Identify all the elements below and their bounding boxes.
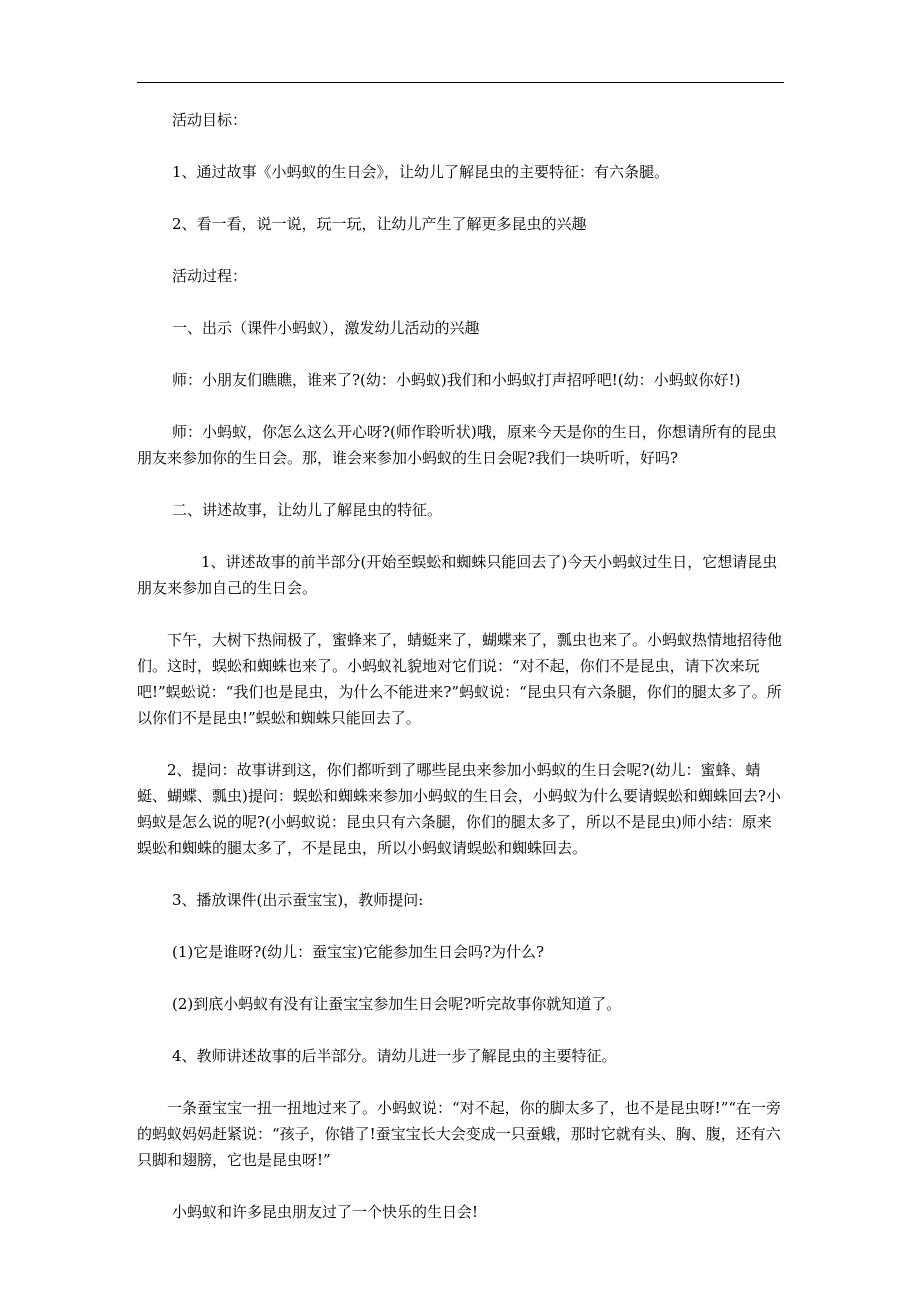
step-2: 二、讲述故事，让幼儿了解昆虫的特征。 [172,501,443,519]
goal-1: 1、通过故事《小蚂蚁的生日会》，让幼儿了解昆虫的主要特征：有六条腿。 [172,163,670,181]
step-3: 3、播放课件(出示蚕宝宝)，教师提问: [172,891,424,909]
story-text-2: 一条蚕宝宝一扭一扭地过来了。小蚂蚁说：“对不起，你的脚太多了，也不是昆虫呀!”“在一旁的蚂蚁妈妈赶紧说：“孩子，你错了!蚕宝宝长大会变成一只蚕蛾，那时它就有头、胸、腹，还有六只脚和翅膀，它也是昆虫呀!” [137,1099,782,1169]
goal-2: 2、看一看，说一说，玩一玩，让幼儿产生了解更多昆虫的兴趣 [172,215,587,233]
heading-goals: 活动目标： [172,111,248,129]
story-text-1: 下午，大树下热闹极了，蜜蜂来了，蜻蜓来了，蝴蝶来了，瓢虫也来了。小蚂蚁热情地招待他们。这时，蜈蚣和蜘蛛也来了。小蚂蚁礼貌地对它们说：“对不起，你们不是昆虫，请下次来玩吧!”蜈蚣说：“我们也是昆虫，为什么不能进来?”蚂蚁说：“昆虫只有六条腿，你们的腿太多了。所以你们不是昆虫!”蜈蚣和蜘蛛只能回去了。 [137,631,783,727]
header-rule [137,82,784,83]
question-1: 2、提问：故事讲到这，你们都听到了哪些昆虫来参加小蚂蚁的生日会呢?(幼儿：蜜蜂、蜻蜓、蝴蝶、瓢虫)提问：蜈蚣和蜘蛛来参加小蚂蚁的生日会，小蚂蚁为什么要请蜈蚣和蜘蛛回去?小蚂蚁是怎么说的呢?(小蚂蚁说：昆虫只有六条腿，你们的腿太多了，所以不是昆虫)师小结：原来蜈蚣和蜘蛛的腿太多了，不是昆虫，所以小蚂蚁请蜈蚣和蜘蛛回去。 [137,761,781,857]
story-part-1: 1、讲述故事的前半部分(开始至蜈蚣和蜘蛛只能回去了)今天小蚂蚁过生日，它想请昆虫朋友来参加自己的生日会。 [137,553,778,597]
document-body [137,107,784,1251]
dialogue-1: 师：小朋友们瞧瞧，谁来了?(幼：小蚂蚁)我们和小蚂蚁打声招呼吧!(幼：小蚂蚁你好!) [172,371,741,389]
closing-line: 小蚂蚁和许多昆虫朋友过了一个快乐的生日会! [172,1203,479,1221]
dialogue-2: 师：小蚂蚁，你怎么这么开心呀?(师作聆听状)哦，原来今天是你的生日，你想请所有的昆虫朋友来参加你的生日会。那，谁会来参加小蚂蚁的生日会呢?我们一块听听，好吗? [137,423,777,467]
question-2: (1)它是谁呀?(幼儿：蚕宝宝)它能参加生日会吗?为什么? [172,943,545,961]
question-3: (2)到底小蚂蚁有没有让蚕宝宝参加生日会呢?听完故事你就知道了。 [172,995,622,1013]
heading-process: 活动过程： [172,267,248,285]
step-4: 4、教师讲述故事的后半部分。请幼儿进一步了解昆虫的主要特征。 [172,1047,617,1065]
step-1: 一、出示（课件小蚂蚁），激发幼儿活动的兴趣 [172,319,480,337]
